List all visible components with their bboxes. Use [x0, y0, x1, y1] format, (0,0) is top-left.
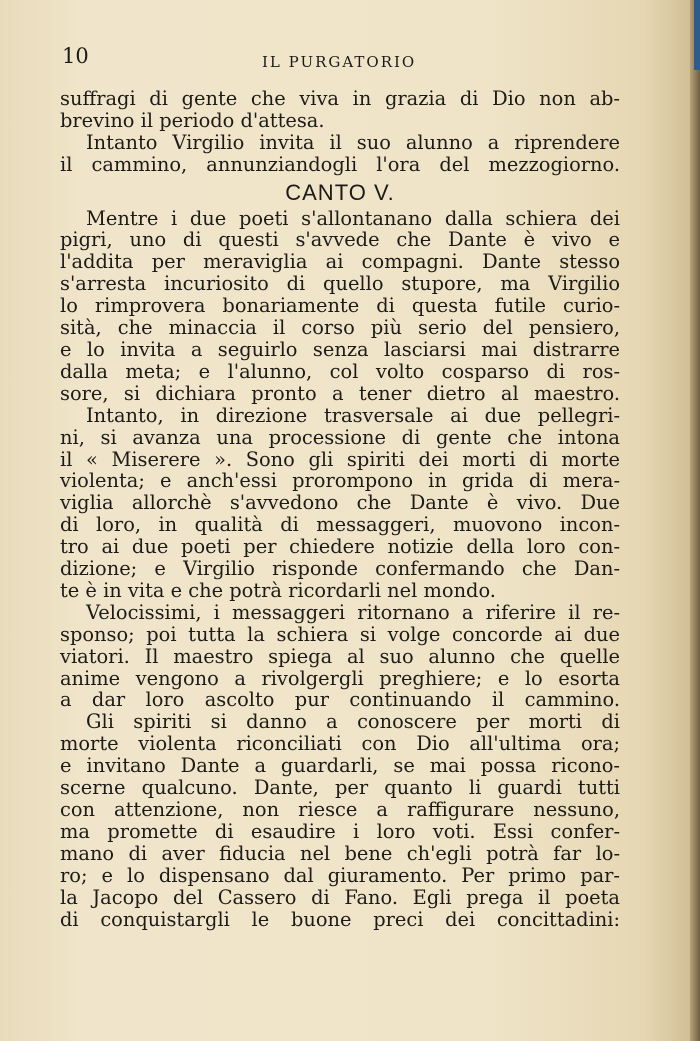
- text-line: viglia allorchè s'avvedono che Dante è vivo. Due: [60, 491, 620, 515]
- running-title: IL PURGATORIO: [262, 53, 417, 71]
- text-line: te è in vita e che potrà ricordarli nel mondo.: [60, 578, 496, 602]
- text-line: l'addita per meraviglia ai compagni. Dante stesso: [60, 250, 620, 274]
- text-line: sponso; poi tutta la schiera si volge concorde ai due: [60, 622, 620, 646]
- text-line: morte violenta riconciliati con Dio all'ultima ora;: [60, 732, 620, 756]
- text-line: viatori. Il maestro spiega al suo alunno che quelle: [60, 644, 620, 668]
- text-line: s'arresta incuriosito di quello stupore, ma Virgilio: [60, 272, 620, 296]
- text-line: Velocissimi, i messaggeri ritornano a riferire il re-: [86, 600, 620, 624]
- text-line: lo rimprovera bonariamente di questa futile curio-: [60, 294, 620, 318]
- text-line: ma promette di esaudire i loro voti. Essi confer-: [60, 819, 620, 843]
- page-spine-edge: [690, 0, 700, 1041]
- cover-edge: [694, 0, 700, 70]
- text-line: sore, si dichiara pronto a tener dietro al maestro.: [60, 381, 620, 405]
- text-line: dalla meta; e l'alunno, col volto cosparso di ros-: [60, 359, 620, 383]
- text-line: a dar loro ascolto pur continuando il cammino.: [60, 688, 620, 712]
- page-number: 10: [62, 44, 89, 68]
- text-line: di conquistargli le buone preci dei concittadini:: [60, 907, 620, 931]
- text-line: Gli spiriti si danno a conoscere per morti di: [86, 710, 620, 734]
- text-line: ni, si avanza una processione di gente che intona: [60, 425, 620, 449]
- text-line: di loro, in qualità di messaggeri, muovono incon-: [60, 513, 620, 537]
- text-line: pigri, uno di questi s'avvede che Dante è vivo e: [60, 228, 620, 252]
- text-line: suffragi di gente che viva in grazia di Dio non ab-: [60, 87, 620, 110]
- text-line: il cammino, annunziandogli l'ora del mezzogiorno.: [60, 152, 620, 176]
- text-line: Intanto, in direzione trasversale ai due pellegri-: [86, 403, 620, 427]
- text-line: violenta; e anch'essi prorompono in grida di mera-: [60, 469, 620, 493]
- text-line: mano di aver fiducia nel bene ch'egli potrà far lo-: [60, 841, 620, 865]
- text-line: con attenzione, non riesce a raffigurare nessuno,: [60, 798, 620, 821]
- text-line: anime vengono a rivolgergli preghiere; e lo esorta: [60, 666, 620, 690]
- text-line: e invitano Dante a guardarli, se mai possa ricono-: [60, 754, 620, 778]
- text-line: Mentre i due poeti s'allontanano dalla schiera dei: [86, 206, 620, 230]
- text-line: ro; e lo dispensano dal giuramento. Per primo par-: [60, 863, 620, 887]
- text-line: e lo invita a seguirlo senza lasciarsi mai distrarre: [60, 337, 620, 361]
- text-line: sità, che minaccia il corso più serio del pensiero,: [60, 316, 620, 340]
- text-line: il « Miserere ». Sono gli spiriti dei morti di morte: [60, 447, 620, 471]
- text-line: scerne qualcuno. Dante, per quanto li guardi tutti: [60, 776, 620, 800]
- text-line: la Jacopo del Cassero di Fano. Egli prega il poeta: [60, 885, 620, 909]
- text-line: tro ai due poeti per chiedere notizie della loro con-: [60, 535, 620, 559]
- text-line: Intanto Virgilio invita il suo alunno a riprendere: [86, 130, 620, 154]
- canto-heading: CANTO V.: [285, 179, 395, 205]
- text-line: brevino il periodo d'attesa.: [60, 108, 325, 132]
- text-body: [60, 88, 620, 930]
- text-line: dizione; e Virgilio risponde confermando che Dan-: [60, 557, 620, 581]
